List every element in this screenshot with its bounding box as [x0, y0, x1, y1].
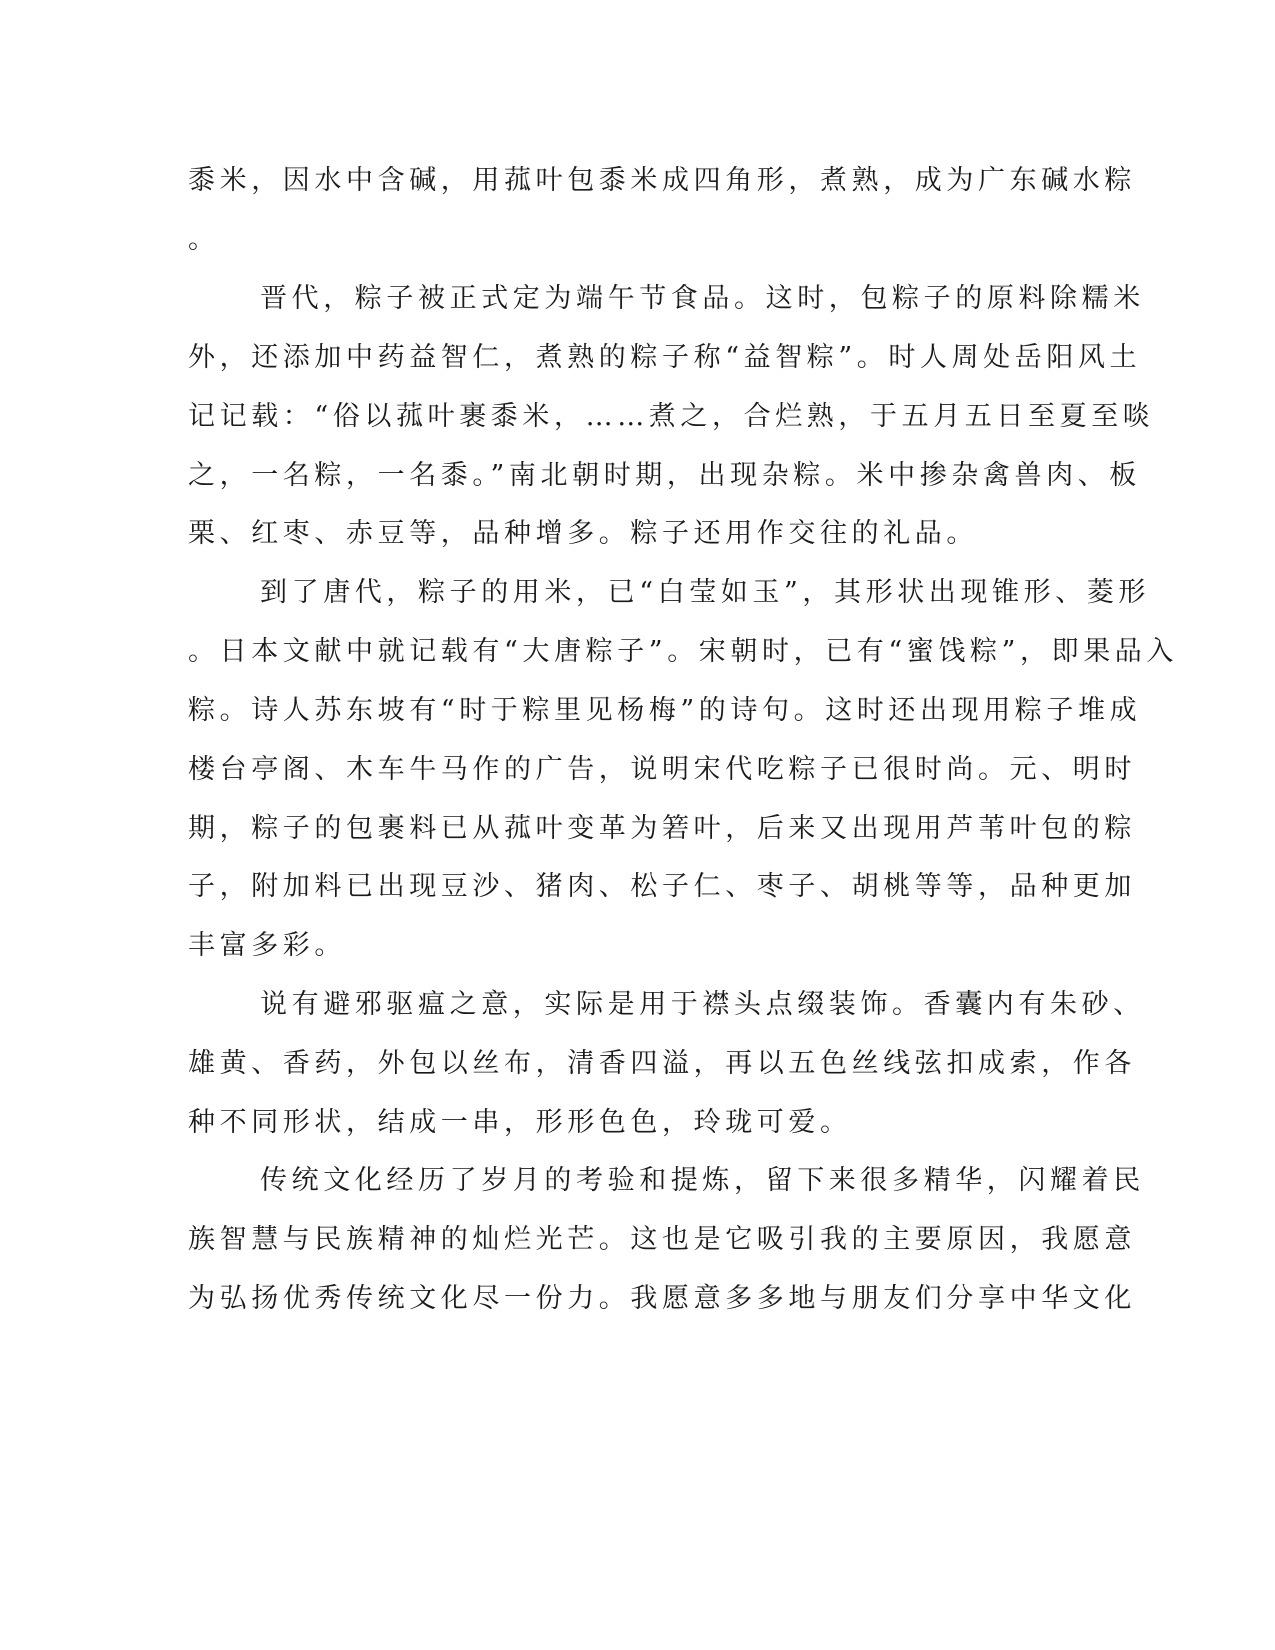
- text-line: 丰富多彩。: [188, 930, 346, 961]
- text-line: 族智慧与民族精神的灿烂光芒。这也是它吸引我的主要原因，我愿意: [188, 1224, 1136, 1255]
- text-line: 外，还添加中药益智仁，煮熟的粽子称“益智粽”。时人周处岳阳风土: [188, 342, 1142, 373]
- text-line: 期，粽子的包裹料已从菰叶变革为箬叶，后来又出现用芦苇叶包的粽: [188, 813, 1136, 844]
- paragraph-start-line: 传统文化经历了岁月的考验和提炼，留下来很多精华，闪耀着民: [260, 1165, 1145, 1196]
- text-line: 之，一名粽，一名黍。”南北朝时期，出现杂粽。米中掺杂禽兽肉、板: [188, 460, 1141, 491]
- text-line: 。日本文献中就记载有“大唐粽子”。宋朝时，已有“蜜饯粽”，即果品入: [188, 636, 1179, 667]
- paragraph-start-line: 说有避邪驱瘟之意，实际是用于襟头点缀装饰。香囊内有朱砂、: [260, 989, 1145, 1020]
- text-line: 种不同形状，结成一串，形形色色，玲珑可爱。: [188, 1107, 852, 1138]
- text-line: 雄黄、香药，外包以丝布，清香四溢，再以五色丝线弦扣成索，作各: [188, 1048, 1136, 1079]
- text-line: 黍米，因水中含碱，用菰叶包黍米成四角形，煮熟，成为广东碱水粽: [188, 165, 1136, 196]
- text-line: 记记载：“俗以菰叶裹黍米，……煮之，合烂熟，于五月五日至夏至啖: [188, 401, 1155, 432]
- paragraph-start-line: 晋代，粽子被正式定为端午节食品。这时，包粽子的原料除糯米: [260, 283, 1145, 314]
- text-line: 楼台亭阁、木车牛马作的广告，说明宋代吃粽子已很时尚。元、明时: [188, 754, 1136, 785]
- text-line: 粽。诗人苏东坡有“时于粽里见杨梅”的诗句。这时还出现用粽子堆成: [188, 695, 1142, 726]
- text-line: 。: [188, 224, 220, 255]
- text-line: 子，附加料已出现豆沙、猪肉、松子仁、枣子、胡桃等等，品种更加: [188, 871, 1136, 902]
- paragraph-start-line: 到了唐代，粽子的用米，已“白莹如玉”，其形状出现锥形、菱形: [260, 577, 1151, 608]
- text-line: 栗、红枣、赤豆等，品种增多。粽子还用作交往的礼品。: [188, 518, 978, 549]
- text-line: 为弘扬优秀传统文化尽一份力。我愿意多多地与朋友们分享中华文化: [188, 1283, 1136, 1314]
